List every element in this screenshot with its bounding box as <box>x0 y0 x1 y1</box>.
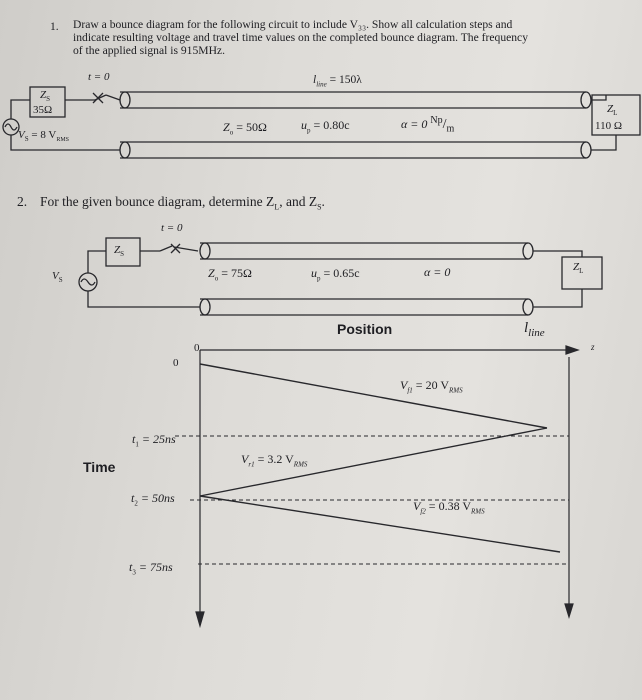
p1-line-length: $l_{line} = 150\lambda$ <box>313 74 362 89</box>
problem1-number: 1. <box>50 20 59 33</box>
time-axis-label: Time <box>83 459 116 475</box>
time-t1-label: $t_1 = 25ns$ <box>132 432 176 449</box>
p2-source-voltage-symbol: $V_S$ <box>52 270 63 285</box>
time-t2-label: $t_2 = 50ns$ <box>131 491 175 508</box>
voltage-vr1-label: $V_{r1} = 3.2$ $V_{RMS}$ <box>241 452 308 469</box>
right-time-axis <box>565 357 573 617</box>
bounce-diagram <box>175 346 578 626</box>
p1-switch <box>93 93 120 103</box>
position-axis-end-label: z <box>591 342 595 352</box>
p2-switch <box>160 244 198 253</box>
voltage-vf2-label: $V_{f2} = 0.38$ $V_{RMS}$ <box>413 499 485 516</box>
p2-load-impedance-symbol: $Z_L$ <box>573 261 584 276</box>
problem2-number: 2. <box>17 194 28 209</box>
p2-phase-velocity: $u_p = 0.65c$ <box>311 266 360 283</box>
p2-load-impedance-box <box>533 251 602 307</box>
position-origin-label: 0 <box>194 342 200 354</box>
p1-phase-velocity: $u_p = 0.80c$ <box>301 118 350 135</box>
problem2-text: For the given bounce diagram, determine $Z_L$, and $Z_S$. <box>40 194 325 212</box>
p1-switch-label: t = 0 <box>88 71 110 83</box>
p1-source-impedance-symbol: $Z_S$ <box>40 89 51 104</box>
position-axis-label: Position <box>337 321 393 337</box>
left-time-axis <box>196 350 204 626</box>
p1-attenuation: α = 0 $^{Np}/_m$ <box>401 115 455 135</box>
p1-source-voltage: $V_S = 8$ $V_{RMS}$ <box>18 129 70 144</box>
p1-load-impedance-value: 110 Ω <box>595 120 623 132</box>
p1-load-impedance-symbol: $Z_L$ <box>607 103 618 118</box>
p1-source <box>3 119 19 135</box>
problem1-text-line2: indicate resulting voltage and travel time values on the completed bounce diagram. The frequency <box>73 31 528 44</box>
p1-source-impedance-value: 35Ω <box>33 104 53 116</box>
time-origin-label: 0 <box>173 357 179 369</box>
problem1-text-line1: Draw a bounce diagram for the following circuit to include V₃₃. Show all calculation steps and <box>73 18 513 31</box>
p1-transmission-line <box>120 92 591 158</box>
p2-attenuation: α = 0 <box>424 265 451 279</box>
p2-characteristic-impedance: $Z_o = 75\Omega$ <box>208 266 252 283</box>
position-axis <box>200 346 578 354</box>
p2-source <box>79 273 97 291</box>
time-t3-label: $t_3 = 75ns$ <box>129 560 173 577</box>
voltage-vf1-label: $V_{f1} = 20$ $V_{RMS}$ <box>400 378 463 395</box>
p2-wires <box>88 251 200 307</box>
p2-source-impedance-symbol: $Z_S$ <box>114 244 125 259</box>
problem1-text-line3: of the applied signal is 915MHz. <box>73 44 225 57</box>
p2-switch-label: t = 0 <box>161 222 183 234</box>
p1-characteristic-impedance: $Z_o = 50\Omega$ <box>223 120 267 137</box>
line-length-label: $l_{line}$ <box>524 320 545 339</box>
